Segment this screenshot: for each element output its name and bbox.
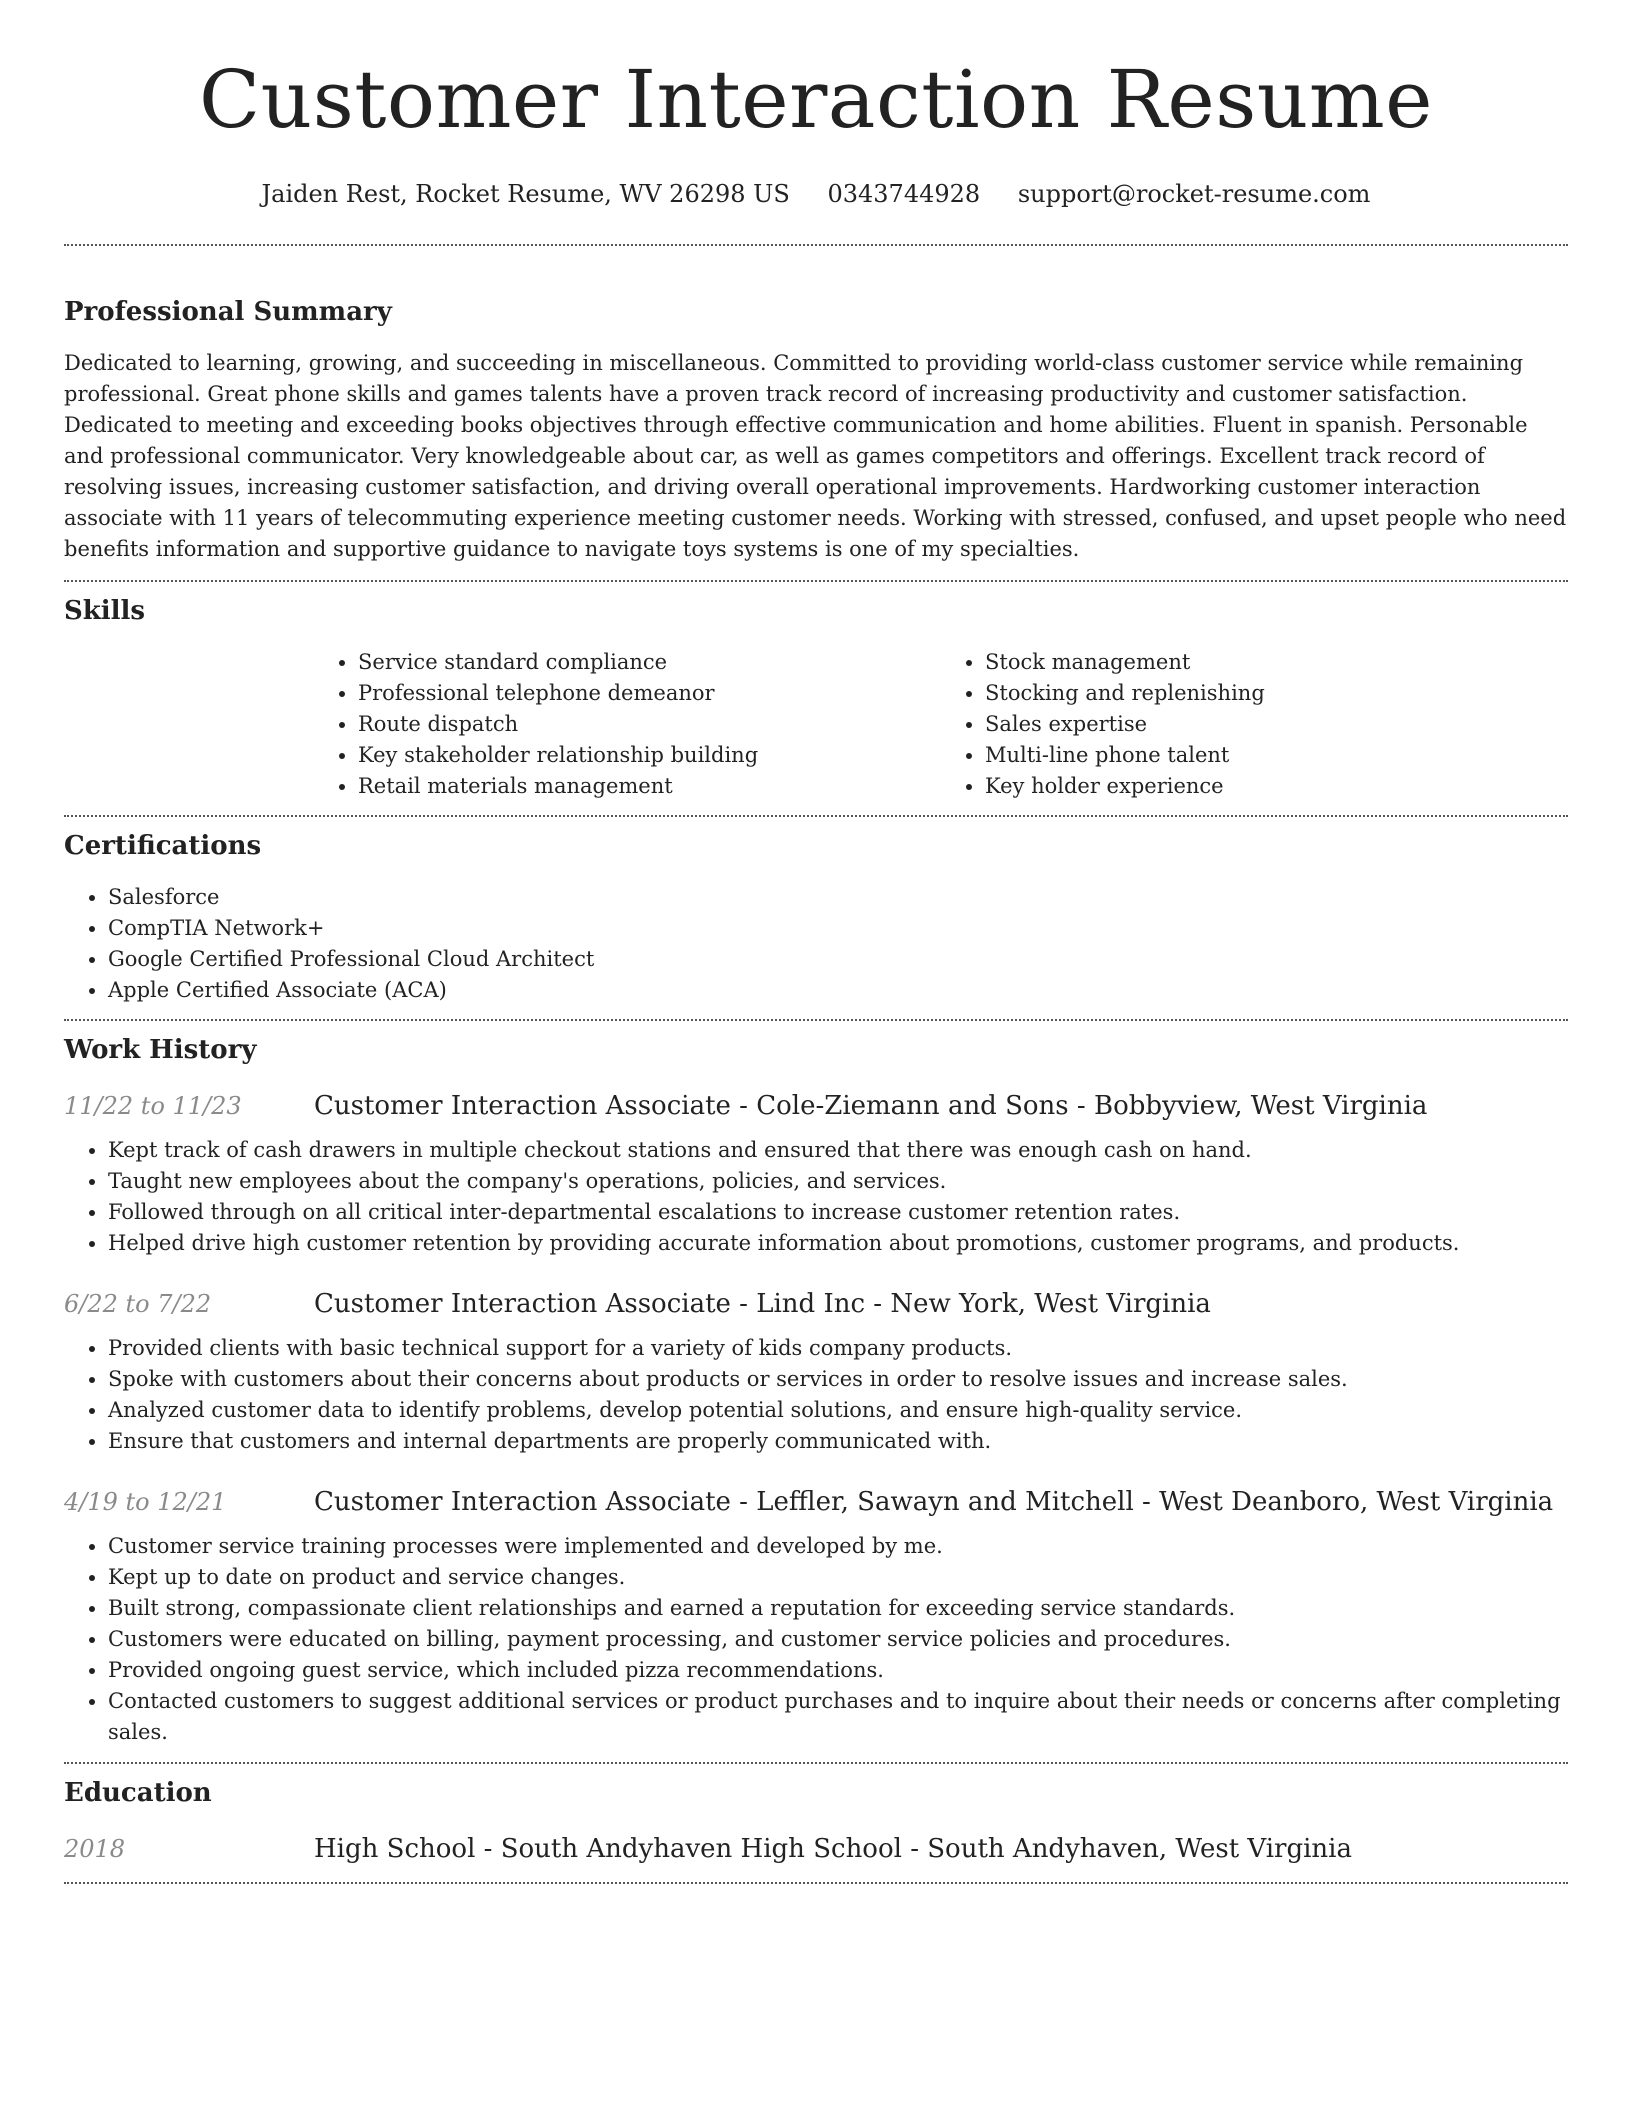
section-divider <box>64 1762 1568 1764</box>
certifications-section <box>64 829 1568 1006</box>
job-dates: 6/22 to 7/22 <box>64 1290 212 1318</box>
job-dates: 11/22 to 11/23 <box>64 1092 242 1120</box>
resume-page <box>64 0 1568 1884</box>
summary-section <box>64 295 1568 565</box>
job-bullet: • Taught new employees about the company's operations, policies, and services. <box>108 1166 1568 1197</box>
contact-phone: 0343744928 <box>827 180 981 208</box>
work-history-heading: Work History <box>64 1035 257 1065</box>
certifications-heading: Certifications <box>64 831 262 861</box>
section-divider <box>64 244 1568 246</box>
resume-title: Customer Interaction Resume <box>198 53 1434 146</box>
job-bullets <box>64 1531 1568 1748</box>
skill-item: • Key stakeholder relationship building <box>358 740 941 771</box>
skills-list-right <box>941 647 1568 802</box>
certifications-list <box>64 882 1568 1006</box>
job-bullet: • Provided ongoing guest service, which included pizza recommendations. <box>108 1655 1568 1686</box>
certification-item: • Google Certified Professional Cloud Architect <box>108 944 1568 975</box>
skill-item: • Sales expertise <box>985 709 1568 740</box>
job-bullet: • Customer service training processes were implemented and developed by me. <box>108 1531 1568 1562</box>
skill-item: • Key holder experience <box>985 771 1568 802</box>
skill-item: • Stock management <box>985 647 1568 678</box>
skills-heading: Skills <box>64 596 146 626</box>
certification-item: • Apple Certified Associate (ACA) <box>108 975 1568 1006</box>
job-bullet: • Kept track of cash drawers in multiple checkout stations and ensured that there was enough cash on hand. <box>108 1135 1568 1166</box>
job-bullet: • Analyzed customer data to identify problems, develop potential solutions, and ensure high-quality service. <box>108 1395 1568 1426</box>
job-bullet: • Spoke with customers about their concerns about products or services in order to resolve issues and increase sales. <box>108 1364 1568 1395</box>
job-entry <box>64 1089 1568 1259</box>
certification-item: • CompTIA Network+ <box>108 913 1568 944</box>
job-title: Customer Interaction Associate - Cole-Ziemann and Sons - Bobbyview, West Virginia <box>314 1091 1428 1121</box>
skill-item: • Multi-line phone talent <box>985 740 1568 771</box>
education-year: 2018 <box>64 1835 126 1863</box>
skill-item: • Route dispatch <box>358 709 941 740</box>
contact-address: Jaiden Rest, Rocket Resume, WV 26298 US <box>261 180 790 208</box>
section-divider <box>64 815 1568 817</box>
education-section <box>64 1776 1568 1866</box>
job-bullet: • Customers were educated on billing, payment processing, and customer service policies and procedures. <box>108 1624 1568 1655</box>
education-title: High School - South Andyhaven High School - South Andyhaven, West Virginia <box>314 1834 1352 1864</box>
summary-text: Dedicated to learning, growing, and succeeding in miscellaneous. Committed to providing world-class customer service while remaining professional. Great phone skills and games talents have a proven track record of increasing productivity and customer satisfaction. Dedicated to meeting and exceeding books objectives through effective communication and home abilities. Fluent in spanish. Personable and professional communicator. Very knowledgeable about car, as well as games competitors and offerings. Excellent track record of resolving issues, increasing customer satisfaction, and driving overall operational improvements. Hardworking customer interaction associate with 11 years of telecommuting experience meeting customer needs. Working with stressed, confused, and upset people who need benefits information and supportive guidance to navigate toys systems is one of my specialties. <box>64 351 1567 561</box>
job-header <box>64 1287 1568 1321</box>
skill-item: • Professional telephone demeanor <box>358 678 941 709</box>
job-bullet: • Ensure that customers and internal departments are properly communicated with. <box>108 1426 1568 1457</box>
section-divider <box>64 1019 1568 1021</box>
job-bullets <box>64 1135 1568 1259</box>
job-header <box>64 1485 1568 1519</box>
education-heading: Education <box>64 1778 212 1808</box>
job-bullets <box>64 1333 1568 1457</box>
skills-section <box>64 594 1568 802</box>
job-title: Customer Interaction Associate - Leffler, Sawayn and Mitchell - West Deanboro, West Virginia <box>314 1487 1554 1517</box>
section-divider <box>64 580 1568 582</box>
job-bullet: • Provided clients with basic technical support for a variety of kids company products. <box>108 1333 1568 1364</box>
job-bullet: • Built strong, compassionate client relationships and earned a reputation for exceeding service standards. <box>108 1593 1568 1624</box>
summary-heading: Professional Summary <box>64 297 392 327</box>
skill-item: • Stocking and replenishing <box>985 678 1568 709</box>
skills-list-left <box>314 647 941 802</box>
skills-columns <box>314 647 1568 802</box>
job-bullet: • Contacted customers to suggest additional services or product purchases and to inquire about their needs or concerns after completing sales. <box>108 1686 1568 1748</box>
job-dates: 4/19 to 12/21 <box>64 1488 227 1516</box>
job-bullet: • Followed through on all critical inter-departmental escalations to increase customer retention rates. <box>108 1197 1568 1228</box>
skill-item: • Retail materials management <box>358 771 941 802</box>
job-entry <box>64 1485 1568 1748</box>
job-header <box>64 1089 1568 1123</box>
contact-email[interactable]: support@rocket-resume.com <box>1017 180 1371 208</box>
job-bullet: • Kept up to date on product and service changes. <box>108 1562 1568 1593</box>
job-title: Customer Interaction Associate - Lind Inc - New York, West Virginia <box>314 1289 1211 1319</box>
contact-line <box>64 178 1568 210</box>
work-history-section <box>64 1033 1568 1748</box>
section-divider <box>64 1882 1568 1884</box>
certification-item: • Salesforce <box>108 882 1568 913</box>
job-bullet: • Helped drive high customer retention by providing accurate information about promotions, customer programs, and products. <box>108 1228 1568 1259</box>
education-entry <box>64 1832 1568 1866</box>
job-entry <box>64 1287 1568 1457</box>
skill-item: • Service standard compliance <box>358 647 941 678</box>
